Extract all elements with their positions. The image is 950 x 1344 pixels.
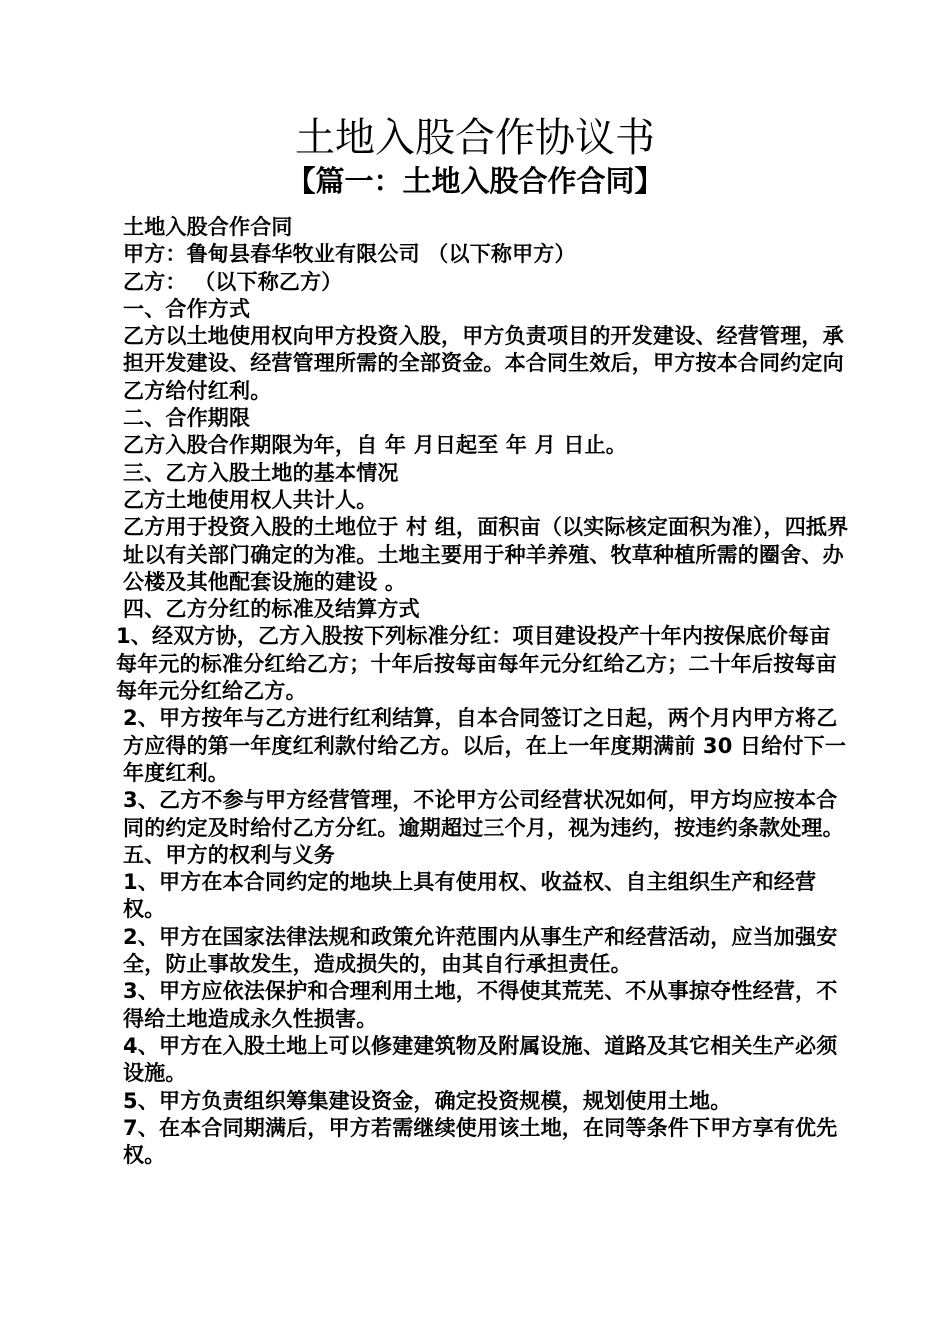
paragraph: 5、甲方负责组织筹集建设资金，确定投资规模，规划使用土地。 — [123, 1088, 732, 1113]
paragraph: 2、甲方在国家法律法规和政策允许范围内从事生产和经营活动，应当加强安全，防止事故发生，造成损失的，由其自行承担责任。 — [123, 924, 838, 977]
paragraph: 1、甲方在本合同约定的地块上具有使用权、收益权、自主组织生产和经营权。 — [123, 870, 817, 922]
paragraph: 乙方入股合作期限为年，自 年 月日起至 年 月 日止。 — [123, 433, 627, 458]
paragraph: 乙方土地使用权人共计人。 — [123, 487, 378, 512]
section-heading: 一、合作方式 — [123, 296, 251, 321]
paragraph: 3、甲方应依法保护和合理利用土地，不得使其荒芜、不从事掠夺性经营，不得给土地造成永久性损害。 — [123, 979, 838, 1031]
contract-heading: 土地入股合作合同 — [123, 215, 293, 239]
paragraph: 乙方用于投资入股的土地位于 村 组，面积亩（以实际核定面积为准），四抵界址以有关部门确定的为准。土地主要用于种羊养殖、牧草种植所需的圈舍、办公楼及其他配套设施的建设 。 — [123, 515, 849, 594]
paragraph: 4、甲方在入股土地上可以修建建筑物及附属设施、道路及其它相关生产必须设施。 — [123, 1033, 838, 1086]
party-a-line: 甲方：鲁甸县春华牧业有限公司 （以下称甲方） — [123, 242, 576, 267]
document-title: 土地入股合作协议书 — [295, 115, 655, 161]
section-heading: 五、甲方的权利与义务 — [123, 842, 335, 867]
paragraph: 7、在本合同期满后，甲方若需继续使用该土地，在同等条件下甲方享有优先权。 — [123, 1115, 838, 1168]
paragraph: 乙方以土地使用权向甲方投资入股，甲方负责项目的开发建设、经营管理，承担开发建设、经营管理所需的全部资金。本合同生效后，甲方按本合同约定向乙方给付红利。 — [123, 324, 844, 403]
party-b-line: 乙方： （以下称乙方） — [123, 269, 343, 294]
section-heading: 四、乙方分红的标准及结算方式 — [123, 597, 420, 622]
paragraph: 1、经双方协，乙方入股按下列标准分红：项目建设投产十年内按保底价每亩每年元的标准分红给乙方；十年后按每亩每年元分红给乙方；二十年后按每亩每年元分红给乙方。 — [116, 624, 837, 704]
document-body — [116, 214, 851, 1169]
document-subtitle: 【篇一：土地入股合作合同】 — [286, 164, 664, 198]
section-heading: 三、乙方入股土地的基本情况 — [123, 460, 399, 485]
section-heading: 二、合作期限 — [123, 406, 251, 431]
paragraph: 3、乙方不参与甲方经营管理，不论甲方公司经营状况如何，甲方均应按本合同的约定及时给付乙方分红。逾期超过三个月，视为违约，按违约条款处理。 — [123, 788, 844, 840]
paragraph: 2、甲方按年与乙方进行红利结算，自本合同签订之日起，两个月内甲方将乙方应得的第一年度红利款付给乙方。以后，在上一年度期满前 30 日给付下一年度红利。 — [123, 706, 847, 785]
